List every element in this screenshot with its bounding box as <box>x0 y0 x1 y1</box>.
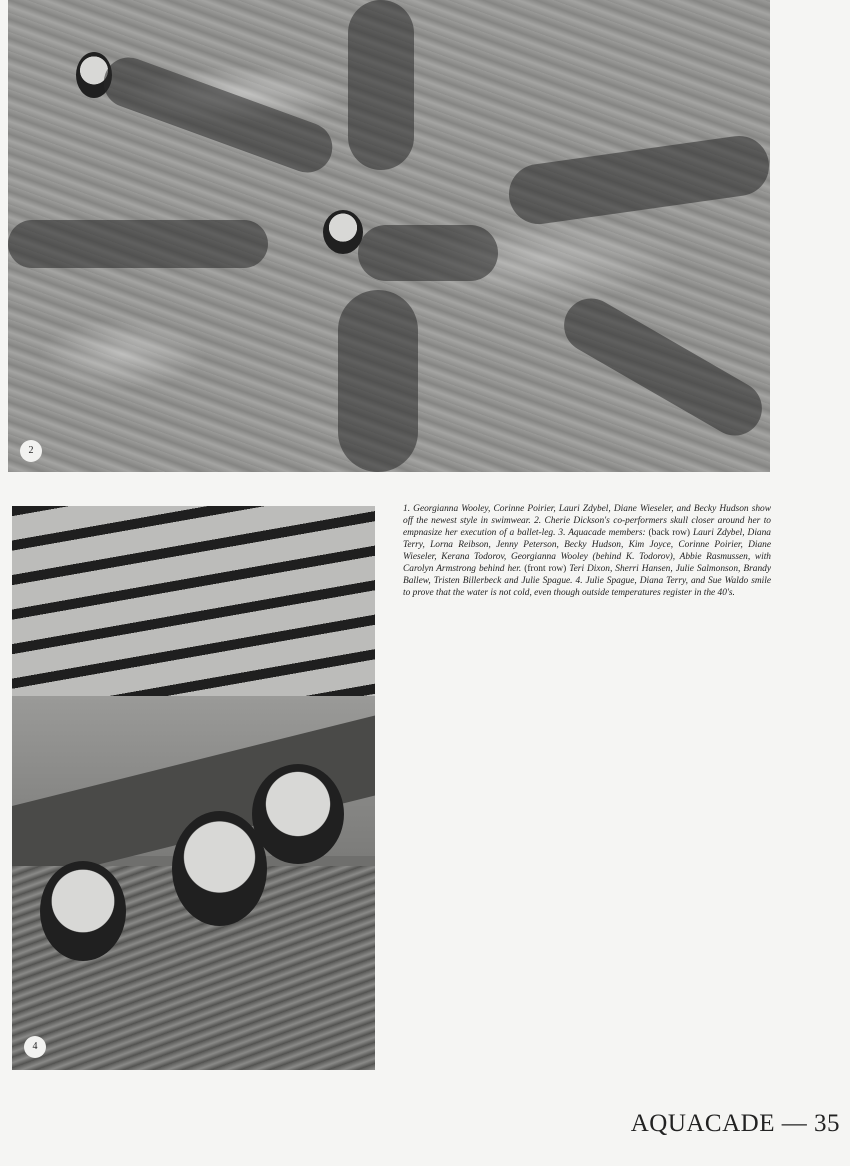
swimmer-body <box>97 50 340 179</box>
swimmer-head <box>172 811 267 926</box>
swimmer-body <box>348 0 414 170</box>
swimmer-body <box>338 290 418 472</box>
caption-part-1: 1. Georgianna Wooley, Corinne Poirier, Lauri Zdybel, Diane Wieseler, and Becky Hudson show off the newest style in swimwear. 2. Cherie Dickson's co-performers skull closer around her to empnasize her execution of a ballet-leg. 3. Aquacade members: <box>403 504 771 538</box>
caption-part-3: Teri Dixon, Sherri Hansen, Julie Salmonson, Brandy Ballew, Tristen Billerbeck and Julie Spague. 4. Julie Spague, Diana Terry, and Sue Waldo smile to prove that the water is not cold, even though outside temperatures register in the 40's. <box>403 564 771 598</box>
swimmer-body <box>358 225 498 281</box>
swimmer-body <box>8 220 268 268</box>
photo-number-badge: 2 <box>20 440 42 462</box>
swimmer-body <box>554 289 770 446</box>
page-footer-title: AQUACADE — 35 <box>630 1110 840 1137</box>
bleachers <box>12 506 375 696</box>
photo-synchronized-swimmers <box>8 0 770 472</box>
photo-number-badge: 4 <box>24 1036 46 1058</box>
photo-swimmers-at-pool-edge <box>12 506 375 1070</box>
caption-back-row: (back row) <box>648 528 691 538</box>
swimmer-head <box>252 764 344 864</box>
swimmer-head <box>40 861 126 961</box>
caption-part-2: Lauri Zdybel, Diana Terry, Lorna Reibson, Jenny Peterson, Becky Hudson, Kim Joyce, Corinne Poirier, Diane Wieseler, Kerana Todorov, Georgianna Wooley (behind K. Todorov), Abbie Rasmussen, with Carolyn Armstrong behind her. <box>403 528 771 574</box>
swimmer-body <box>505 132 770 228</box>
caption-front-row: (front row) <box>524 564 567 574</box>
photo-caption <box>403 503 771 599</box>
swimmer-head <box>323 210 363 254</box>
